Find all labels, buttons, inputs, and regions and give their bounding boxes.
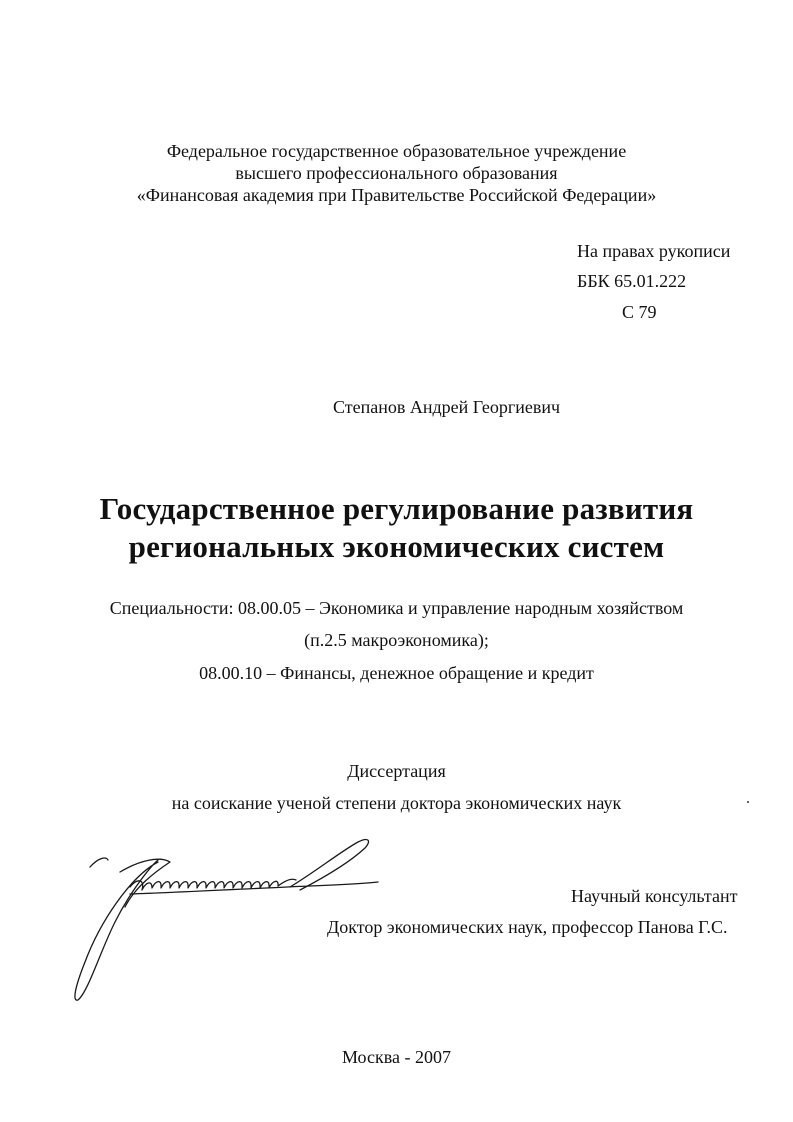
manuscript-rights: На правах рукописи — [577, 241, 731, 261]
specialties-line-2: (п.2.5 макроэкономика); — [304, 630, 489, 650]
degree-purpose: на соискание ученой степени доктора экономических наук — [171, 793, 622, 813]
dissertation-label: Диссертация — [347, 761, 446, 781]
scan-speck — [747, 801, 749, 803]
specialties-line-1: Специальности: 08.00.05 – Экономика и управление народным хозяйством — [109, 598, 684, 618]
consultant-label: Научный консультант — [571, 886, 738, 906]
specialties-line-3: 08.00.10 – Финансы, денежное обращение и кредит — [199, 663, 594, 683]
author-name: Степанов Андрей Георгиевич — [333, 397, 561, 417]
handwritten-signature — [60, 832, 380, 1012]
consultant-name: Доктор экономических наук, профессор Панова Г.С. — [327, 917, 728, 937]
author-sign-code: С 79 — [622, 302, 657, 322]
bbk-code: ББК 65.01.222 — [577, 271, 687, 291]
dissertation-title-line-2: региональных экономических систем — [128, 529, 665, 564]
city-year: Москва - 2007 — [342, 1047, 451, 1067]
institution-line-2: высшего профессионального образования — [235, 163, 558, 183]
dissertation-title-line-1: Государственное регулирование развития — [99, 491, 694, 526]
institution-line-1: Федеральное государственное образовательное учреждение — [166, 141, 627, 161]
institution-line-3: «Финансовая академия при Правительстве Российской Федерации» — [136, 185, 657, 205]
